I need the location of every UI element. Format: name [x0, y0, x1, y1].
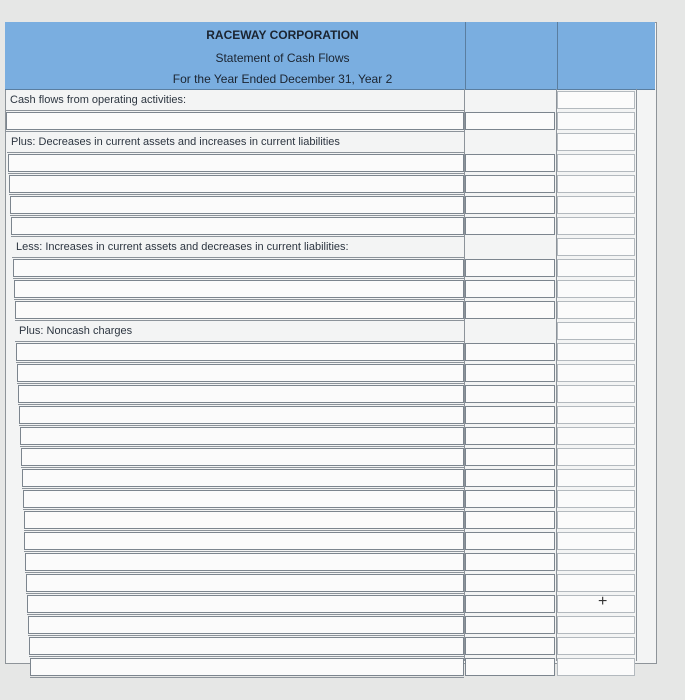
- total-input[interactable]: [557, 469, 635, 487]
- statement-row: [16, 342, 464, 363]
- statement-row: [12, 237, 464, 258]
- amount-input[interactable]: [465, 385, 555, 403]
- statement-row: [6, 90, 464, 111]
- total-input[interactable]: [557, 91, 635, 109]
- statement-row: [26, 573, 464, 594]
- statement-row: [19, 405, 464, 426]
- column-divider: [556, 89, 557, 661]
- column-divider: [636, 89, 637, 661]
- statement-row: [24, 531, 464, 552]
- amount-input[interactable]: [465, 616, 555, 634]
- statement-title: Statement of Cash Flows: [215, 51, 350, 65]
- total-input[interactable]: [557, 385, 635, 403]
- description-input[interactable]: [13, 259, 464, 277]
- amount-input[interactable]: [465, 406, 555, 424]
- amount-input[interactable]: [465, 490, 555, 508]
- amount-input[interactable]: [465, 343, 555, 361]
- company-name: RACEWAY CORPORATION: [206, 28, 359, 42]
- row-label: Plus: Decreases in current assets and increases in current liabilities: [11, 136, 340, 148]
- description-input[interactable]: [16, 343, 464, 361]
- statement-row: [6, 111, 464, 132]
- statement-row: [13, 258, 464, 279]
- amount-input[interactable]: [465, 259, 555, 277]
- total-input[interactable]: [557, 343, 635, 361]
- statement-row: [9, 174, 464, 195]
- statement-period: For the Year Ended December 31, Year 2: [172, 72, 393, 86]
- statement-row: [18, 384, 464, 405]
- description-input[interactable]: [11, 217, 464, 235]
- amount-input[interactable]: [465, 364, 555, 382]
- statement-row: [8, 153, 464, 174]
- amount-input[interactable]: [465, 658, 555, 676]
- amount-input[interactable]: [465, 637, 555, 655]
- amount-input[interactable]: [465, 301, 555, 319]
- description-input[interactable]: [9, 175, 464, 193]
- total-input[interactable]: [557, 427, 635, 445]
- description-input[interactable]: [8, 154, 464, 172]
- description-input[interactable]: [19, 406, 464, 424]
- description-input[interactable]: [21, 448, 464, 466]
- description-input[interactable]: [28, 616, 464, 634]
- total-input[interactable]: [557, 448, 635, 466]
- total-input[interactable]: [557, 175, 635, 193]
- amount-input[interactable]: [465, 595, 555, 613]
- amount-input[interactable]: [465, 175, 555, 193]
- description-input[interactable]: [6, 112, 464, 130]
- total-input[interactable]: [557, 280, 635, 298]
- column-divider: [464, 89, 465, 661]
- statement-row: [20, 426, 464, 447]
- amount-input[interactable]: [465, 280, 555, 298]
- amount-input[interactable]: [465, 532, 555, 550]
- amount-input[interactable]: [465, 217, 555, 235]
- total-input[interactable]: [557, 532, 635, 550]
- description-input[interactable]: [27, 595, 464, 613]
- total-input[interactable]: [557, 574, 635, 592]
- description-input[interactable]: [29, 637, 464, 655]
- amount-input[interactable]: [465, 469, 555, 487]
- total-input[interactable]: [557, 511, 635, 529]
- statement-row: [27, 594, 464, 615]
- description-input[interactable]: [17, 364, 464, 382]
- header-divider: [465, 22, 466, 89]
- statement-row: [11, 216, 464, 237]
- description-input[interactable]: [25, 553, 464, 571]
- description-input[interactable]: [30, 658, 464, 676]
- description-input[interactable]: [18, 385, 464, 403]
- total-input[interactable]: [557, 322, 635, 340]
- total-input[interactable]: [557, 490, 635, 508]
- amount-input[interactable]: [465, 154, 555, 172]
- header-divider: [557, 22, 558, 89]
- total-input[interactable]: [557, 238, 635, 256]
- amount-input[interactable]: [465, 196, 555, 214]
- total-input[interactable]: [557, 553, 635, 571]
- statement-row: [23, 489, 464, 510]
- total-input[interactable]: [557, 154, 635, 172]
- statement-row: [21, 447, 464, 468]
- description-input[interactable]: [10, 196, 464, 214]
- statement-row: [7, 132, 464, 153]
- amount-input[interactable]: [465, 511, 555, 529]
- row-label: Plus: Noncash charges: [19, 325, 133, 337]
- statement-row: [17, 363, 464, 384]
- row-label: Cash flows from operating activities:: [10, 94, 187, 106]
- total-input[interactable]: [557, 658, 635, 676]
- row-label: Less: Increases in current assets and decreases in current liabilities:: [16, 241, 349, 253]
- amount-input[interactable]: [465, 448, 555, 466]
- statement-row: [25, 552, 464, 573]
- total-input[interactable]: [557, 259, 635, 277]
- statement-row: [14, 279, 464, 300]
- total-input[interactable]: [557, 196, 635, 214]
- total-input[interactable]: [557, 112, 635, 130]
- amount-input[interactable]: [465, 112, 555, 130]
- total-input[interactable]: [557, 616, 635, 634]
- statement-row: [10, 195, 464, 216]
- amount-input[interactable]: [465, 553, 555, 571]
- description-input[interactable]: [14, 280, 464, 298]
- total-input[interactable]: [557, 406, 635, 424]
- description-input[interactable]: [24, 532, 464, 550]
- description-input[interactable]: [23, 490, 464, 508]
- description-input[interactable]: [22, 469, 464, 487]
- statement-row: [29, 636, 464, 657]
- plus-icon[interactable]: +: [598, 593, 608, 610]
- total-input[interactable]: [557, 217, 635, 235]
- statement-row: [22, 468, 464, 489]
- total-input[interactable]: [557, 133, 635, 151]
- total-input[interactable]: [557, 301, 635, 319]
- statement-row: [15, 321, 464, 342]
- total-input[interactable]: [557, 637, 635, 655]
- statement-row: [28, 615, 464, 636]
- description-input[interactable]: [24, 511, 464, 529]
- statement-row: [15, 300, 464, 321]
- total-input[interactable]: [557, 595, 635, 613]
- description-input[interactable]: [15, 301, 464, 319]
- amount-input[interactable]: [465, 574, 555, 592]
- description-input[interactable]: [26, 574, 464, 592]
- total-input[interactable]: [557, 364, 635, 382]
- statement-row: [24, 510, 464, 531]
- statement-row: [30, 657, 464, 678]
- amount-input[interactable]: [465, 427, 555, 445]
- description-input[interactable]: [20, 427, 464, 445]
